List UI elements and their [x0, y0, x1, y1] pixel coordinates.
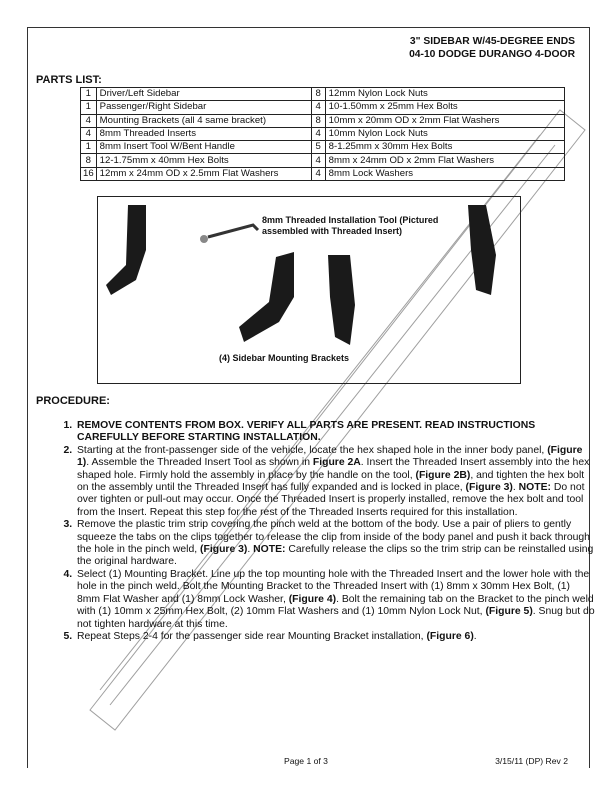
part-description: 12mm x 24mm OD x 2.5mm Flat Washers — [96, 167, 311, 180]
part-description: 8mm Insert Tool W/Bent Handle — [96, 141, 311, 154]
parts-row — [81, 101, 565, 114]
part-quantity: 4 — [311, 101, 325, 114]
step-text: (Figure 5) — [485, 606, 533, 618]
parts-row — [81, 127, 565, 140]
insert-tool-image — [208, 225, 258, 237]
part-description: 8-1.25mm x 30mm Hex Bolts — [325, 141, 564, 154]
part-quantity: 8 — [311, 114, 325, 127]
part-description: 10mm Nylon Lock Nuts — [325, 127, 564, 140]
step-text: Remove the plastic trim strip covering the pinch weld at the bottom of the body. Use a pair of pliers to gently squeeze the tabs on the clips together to release the clip from inside of the body panel and push it back through the hole in the pinch weld, — [77, 519, 590, 556]
part-quantity: 4 — [81, 114, 97, 127]
part-quantity: 4 — [311, 127, 325, 140]
procedure-step — [75, 519, 595, 569]
step-text: . Bolt the remaining tab on the Bracket to the pinch weld with (1) 10mm x 25mm Hex Bolt, (2) 10mm Flat Washers and (1) 10mm Nylon Lock Nut, — [77, 593, 594, 618]
part-quantity: 4 — [311, 167, 325, 180]
part-description: Passenger/Right Sidebar — [96, 101, 311, 114]
document-title — [409, 36, 575, 61]
parts-row — [81, 114, 565, 127]
procedure-step — [75, 631, 595, 643]
part-quantity: 16 — [81, 167, 97, 180]
parts-row — [81, 154, 565, 167]
bracket-image — [239, 252, 294, 342]
step-text: (Figure 2B) — [415, 469, 471, 481]
part-description: 8mm Threaded Inserts — [96, 127, 311, 140]
part-description: Mounting Brackets (all 4 same bracket) — [96, 114, 311, 127]
procedure-step — [75, 569, 595, 631]
step-text: . — [473, 630, 477, 642]
part-quantity: 1 — [81, 88, 97, 101]
step-text: . — [247, 544, 254, 556]
step-text: . Assemble the Threaded Insert Tool as shown in — [86, 457, 313, 469]
step-text: (Figure 3) — [200, 544, 248, 556]
step-text: (Figure 1) — [77, 444, 583, 469]
step-text: Starting at the front-passenger side of the vehicle, locate the hex shaped hole in the inner body panel, — [77, 444, 548, 456]
step-text: NOTE: — [518, 482, 551, 494]
part-quantity: 4 — [81, 127, 97, 140]
part-description: 10mm x 20mm OD x 2mm Flat Washers — [325, 114, 564, 127]
step-text: REMOVE CONTENTS FROM BOX. VERIFY ALL PARTS ARE PRESENT. READ INSTRUCTIONS CAREFULLY BEFORE STARTING INSTALLATION. — [77, 420, 536, 444]
part-quantity: 1 — [81, 101, 97, 114]
part-description: 8mm Lock Washers — [325, 167, 564, 180]
parts-table — [80, 87, 565, 181]
step-text: Select (1) Mounting Bracket. Line up the top mounting hole with the Threaded Insert and the lower hole with the hole in the pinch weld. Bolt the Mounting Bracket to the Threaded Insert with (1) 8mm x 30mm Hex Bolt, (1) 8mm Flat Washer and (1) 8mm Lock Washer, — [77, 568, 590, 605]
part-quantity: 5 — [311, 141, 325, 154]
parts-list-heading: PARTS LIST: — [36, 74, 102, 86]
title-line-1: 3" SIDEBAR W/45-DEGREE ENDS — [409, 36, 575, 47]
parts-row — [81, 141, 565, 154]
parts-row — [81, 88, 565, 101]
step-text: Carefully release the clips so the trim strip can be reinstalled using the original hardware. — [77, 544, 594, 568]
threaded-insert-image — [200, 235, 208, 243]
part-quantity: 4 — [311, 154, 325, 167]
procedure-heading: PROCEDURE: — [36, 395, 110, 407]
step-text: NOTE: — [253, 544, 286, 556]
parts-figure — [97, 196, 521, 384]
step-text: (Figure 3) — [465, 482, 513, 494]
procedure-step — [75, 420, 595, 445]
revision-date: 3/15/11 (DP) Rev 2 — [495, 756, 568, 766]
parts-row — [81, 167, 565, 180]
step-text: Figure 2A — [312, 457, 361, 469]
bracket-image — [468, 205, 496, 295]
step-text: , and tighten the hex bolt on the assembly until the Threaded Insert has fully expanded and is locked in place, — [77, 469, 585, 494]
part-quantity: 8 — [311, 88, 325, 101]
bracket-image — [328, 255, 355, 345]
part-description: 10-1.50mm x 25mm Hex Bolts — [325, 101, 564, 114]
part-description: Driver/Left Sidebar — [96, 88, 311, 101]
step-text: . Snug but do not tighten hardware at this time. — [77, 606, 595, 630]
bracket-image — [106, 205, 146, 295]
step-text: . — [512, 482, 519, 494]
step-text: (Figure 4) — [288, 593, 337, 605]
part-description: 8mm x 24mm OD x 2mm Flat Washers — [325, 154, 564, 167]
tool-caption: 8mm Threaded Installation Tool (Pictured assembled with Threaded Insert) — [262, 215, 439, 236]
step-text: Do not over tighten or pull-out may occur. Once the Threaded Insert is properly installed, remove the hex bolt and tool from the Insert. Repeat this step for the rest of the Threaded Inserts required for this installation. — [77, 482, 585, 518]
part-quantity: 8 — [81, 154, 97, 167]
brackets-caption: (4) Sidebar Mounting Brackets — [219, 353, 350, 363]
procedure-steps — [56, 420, 595, 643]
page-number: Page 1 of 3 — [284, 756, 328, 766]
step-text: (Figure 6) — [426, 630, 474, 642]
step-text: . Insert the Threaded Insert assembly into the hex shaped hole. Firmly hold the assembly in place by the handle on the tool, — [77, 457, 590, 481]
part-description: 12-1.75mm x 40mm Hex Bolts — [96, 154, 311, 167]
title-line-2: 04-10 DODGE DURANGO 4-DOOR — [409, 48, 575, 60]
part-description: 12mm Nylon Lock Nuts — [325, 88, 564, 101]
procedure-step — [75, 445, 595, 519]
part-quantity: 1 — [81, 141, 97, 154]
step-text: Repeat Steps 2-4 for the passenger side rear Mounting Bracket installation, — [77, 630, 427, 642]
